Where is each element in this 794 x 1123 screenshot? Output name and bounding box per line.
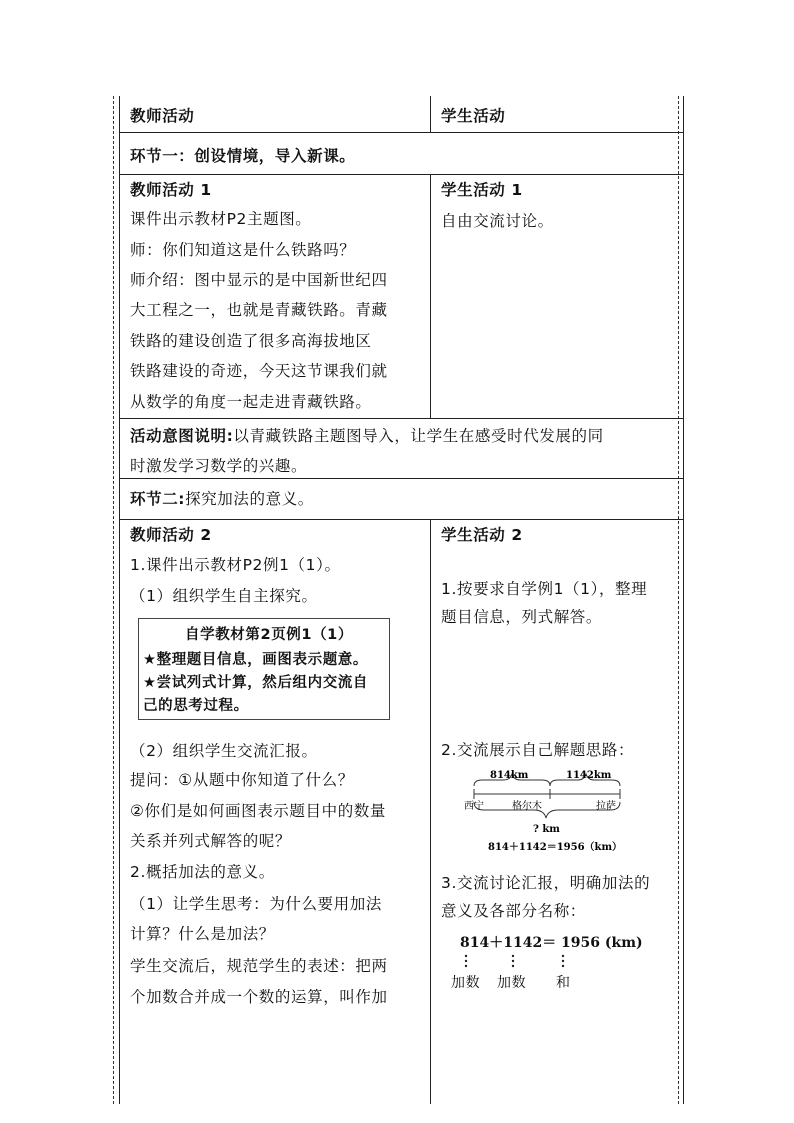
student-activity-1-title: 学生活动 1 (441, 181, 523, 199)
teacher-activity-2-line: 关系并列式解答的呢？ (130, 832, 292, 850)
section2-label: 环节二: (130, 490, 186, 508)
self-study-box-title: 自学教材第2页例1（1） (185, 627, 353, 643)
table-border-left-dashed (113, 96, 114, 1104)
column-divider-1 (430, 96, 431, 132)
station-golmud: 格尔木 (512, 801, 542, 812)
table-border-right (683, 96, 684, 1104)
row-line-5 (119, 519, 684, 520)
teacher-activity-2-line: （1）组织学生自主探究。 (130, 587, 318, 605)
teacher-activity-2-line: （1）让学生思考：为什么要用加法 (130, 895, 382, 913)
teacher-activity-2-line: 个加数合并成一个数的运算，叫作加 (130, 988, 388, 1006)
teacher-activity-2-line: 计算？什么是加法？ (130, 925, 275, 943)
part-name-sum: 和 (556, 975, 571, 991)
column-divider-3 (430, 519, 431, 1104)
diagram-label-unknown: ? km (533, 824, 560, 835)
teacher-activity-2-line: 2.概括加法的意义。 (130, 863, 275, 881)
student-activity-2-title: 学生活动 2 (441, 526, 523, 544)
student-activity-2-line: 1.按要求自学例1（1），整理 (441, 580, 648, 598)
section2-text: 探究加法的意义。 (185, 490, 314, 508)
diagram-label-814: 814km (490, 770, 529, 781)
teacher-activity-1-title: 教师活动 1 (130, 181, 212, 199)
intent-line-2: 时激发学习数学的兴趣。 (130, 457, 308, 475)
teacher-activity-1-line: 铁路的建设创造了很多高海拔地区 (130, 332, 372, 350)
section1-title: 环节一：创设情境，导入新课。 (130, 147, 356, 165)
intent-line-1 (130, 426, 604, 446)
teacher-activity-1-line: 大工程之一，也就是青藏铁路。青藏 (130, 301, 388, 319)
row-line-3 (119, 418, 684, 419)
student-activity-2-line: 3.交流讨论汇报，明确加法的 (441, 874, 651, 892)
table-border-left (119, 96, 120, 1104)
addition-equation: 814＋1142＝ 1956 (km) (460, 935, 643, 951)
self-study-box-line: ★整理题目信息，画图表示题意。 (143, 652, 368, 668)
teacher-activity-2-line: （2）组织学生交流汇报。 (130, 742, 318, 760)
student-activity-1-line: 自由交流讨论。 (441, 212, 554, 230)
teacher-activity-1-line: 从数学的角度一起走进青藏铁路。 (130, 393, 372, 411)
row-line-4 (119, 478, 684, 479)
student-activity-2-line: 意义及各部分名称： (441, 902, 586, 920)
teacher-activity-2-title: 教师活动 2 (130, 526, 212, 544)
diagram-equation: 814＋1142＝1956（km） (488, 842, 623, 853)
row-line-1 (119, 132, 684, 133)
student-activity-2-line: 题目信息，列式解答。 (441, 608, 603, 626)
self-study-box-line: ★尝试列式计算，然后组内交流自 (143, 675, 368, 691)
teacher-activity-1-line: 课件出示教材P2主题图。 (130, 210, 312, 228)
column-divider-2 (430, 174, 431, 418)
intent-label: 活动意图说明: (130, 427, 234, 445)
equation-dots (460, 954, 590, 970)
intent-text: 以青藏铁路主题图导入，让学生在感受时代发展的同 (233, 427, 604, 445)
part-name-addend-2: 加数 (497, 975, 527, 991)
teacher-activity-2-line: ②你们是如何画图表示题目中的数量 (130, 802, 386, 820)
diagram-label-1142: 1142km (566, 770, 612, 781)
header-teacher: 教师活动 (130, 107, 195, 125)
line-segment-diagram (460, 766, 660, 856)
teacher-activity-1-line: 师：你们知道这是什么铁路吗？ (130, 241, 356, 259)
station-xining: 西宁 (464, 801, 484, 812)
teacher-activity-2-line: 提问：①从题中你知道了什么？ (130, 771, 354, 789)
self-study-box (138, 618, 390, 720)
teacher-activity-1-line: 师介绍：图中显示的是中国新世纪四 (130, 271, 388, 289)
teacher-activity-2-line: 1.课件出示教材P2例1（1）。 (130, 556, 341, 574)
self-study-box-line: 己的思考过程。 (143, 698, 249, 714)
section2-title (130, 489, 314, 509)
row-line-2 (119, 174, 684, 175)
header-student: 学生活动 (441, 107, 506, 125)
teacher-activity-1-line: 铁路建设的奇迹，今天这节课我们就 (130, 362, 388, 380)
part-name-addend-1: 加数 (451, 975, 481, 991)
table-border-right-dashed (678, 96, 679, 1104)
station-lhasa: 拉萨 (596, 801, 616, 812)
teacher-activity-2-line: 学生交流后，规范学生的表述：把两 (130, 957, 388, 975)
student-activity-2-line: 2.交流展示自己解题思路： (441, 741, 635, 759)
